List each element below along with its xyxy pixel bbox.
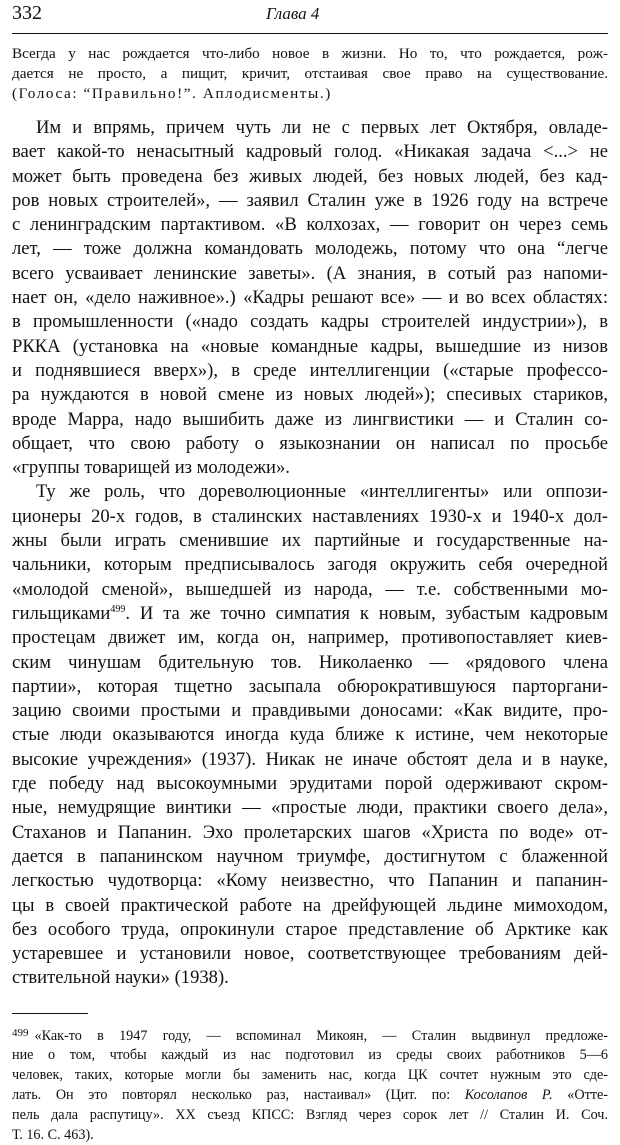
text-line: Им и впрямь, причем чуть ли не с первых лет Октября, овладе- [36, 117, 608, 138]
footnote-line: человек, таких, которые могли бы заменить нас, когда ЦК сочтет нужным это сде- [12, 1067, 608, 1084]
text-line: в промышленности («надо создать кадры строителей индустрии»), в [12, 311, 608, 333]
text-line: РККА (установка на «новые командные кадры, вышедшие из низов [12, 335, 608, 357]
text-line: высокие учреждения» (1937). Никак не иначе обстоят дела и в науке, [12, 748, 608, 770]
text-line: Ту же роль, что дореволюционные «интеллигенты» или оппози- [36, 481, 608, 503]
footnote-line [12, 1086, 608, 1106]
text-fragment: «Отте- [552, 1087, 608, 1104]
text-line: ные, немудрящие винтики — «простые люди, практики своего дела», [12, 797, 608, 819]
text-line: вает какой-то ненасытный кадровый голод. «Никакая задача <...> не [12, 141, 608, 163]
footnote [12, 1024, 608, 1145]
text-line: вроде Марра, надо вышибить даже из лингвистики — и Сталин со- [12, 408, 608, 430]
text-line: может быть проведена без живых людей, без новых людей, без кад- [12, 165, 608, 187]
text-line: ствительной науки» (1938). [12, 967, 229, 989]
footnote-reference[interactable]: 499 [110, 603, 126, 615]
text-fragment: лать. Он это повторял несколько раз, настаивал» (Цит. по: [12, 1087, 465, 1104]
text-line: общает, что свою работу о языкознании он написал по просьбе [12, 432, 608, 454]
running-header [12, 0, 608, 34]
text-line: ров новых строителей», — заявил Сталин уже в 1926 году на встрече [12, 189, 608, 211]
text-line: лет, — тоже должна командовать молодежь, потому что она “легче [12, 238, 608, 260]
text-line: с ленинградским партактивом. «В колхозах, — говорит он через семь [12, 214, 608, 236]
paragraph-2 [12, 480, 608, 990]
paragraph-1 [12, 116, 608, 480]
footnote-line: ние о том, чтобы каждый из нас подготовил из среды своих работников 5—6 [12, 1047, 608, 1064]
chapter-title: Глава 4 [266, 4, 320, 23]
block-quote [12, 44, 608, 104]
text-line: нает он, «дело наживное».) «Кадры решают все» — и во всех областях: [12, 287, 608, 309]
text-line: дается в папанинском научном триумфе, достигнутом с блаженной [12, 845, 608, 867]
footnote-number: 499 [12, 1026, 29, 1039]
text-line: легкостью чудотворца: «Кому неизвестно, что Папанин и папанин- [12, 870, 608, 892]
footnote-divider [12, 1013, 88, 1014]
text-line: ционеры 20-х годов, в сталинских наставлениях 1930-х и 1940-х дол- [12, 505, 608, 527]
footnote-author: Косолапов Р. [464, 1087, 553, 1104]
quote-line: Всегда у нас рождается что-либо новое в жизни. Но то, что рождается, рож- [12, 45, 608, 62]
text-line: простецам движет им, когда он, например, противопоставляет киев- [12, 627, 608, 649]
text-line: без особого труда, опрокинули старое представление об Арктике как [12, 918, 608, 940]
text-line: цы в своей практической работе на дрейфующей льдине мимоходом, [12, 894, 608, 916]
footnote-line: Т. 16. С. 463). [12, 1126, 94, 1143]
text-fragment: «Как-то в 1947 году, — вспоминал Микоян, — Сталин выдвинул предложе- [34, 1027, 608, 1044]
text-line: жны были играть сменившие их партийные и государственные на- [12, 530, 608, 552]
footnote-line: пель дала распутицу». XX съезд КПСС: Взгляд через сорок лет // Сталин И. Соч. [12, 1106, 608, 1123]
text-line: ра нуждаются в новой смене из новых людей»); спесивых стариков, [12, 384, 608, 406]
text-line: Стаханов и Папанин. Эхо пролетарских шагов «Христа по воде» от- [12, 821, 608, 843]
quote-line: дается не просто, а пищит, кричит, отстаивая свое право на существование. [12, 65, 608, 82]
book-page [12, 0, 608, 1145]
text-line: чальники, которым предписывалось загодя окружить себя очередной [12, 554, 608, 576]
page-number: 332 [12, 2, 42, 24]
text-line: ским чинушам бдительную тов. Николаенко — «рядового члена [12, 651, 608, 673]
text-line: где победу над высокоумными эрудитами порой одерживают скром- [12, 773, 608, 795]
text-line: и поднявшиеся вверх»), в среде интеллигенции («старые профессо- [12, 359, 608, 381]
text-line: устаревшее и установили новое, соответствующее требованиям дей- [12, 943, 608, 965]
quote-applause: (Голоса: “Правильно!”. Аплодисменты.) [12, 85, 332, 102]
text-line: всего усваивает ленинские заветы». (А знания, в сотый раз напоми- [12, 262, 608, 284]
text-line: «группы товарищей из молодежи». [12, 457, 290, 479]
text-line: зацию своими простыми и правдивыми доносами: «Как видите, про- [12, 700, 608, 722]
text-line: «молодой сменой», вышедшей из народа, — т.е. собственными мо- [12, 578, 608, 600]
text-line-with-footnote-ref [12, 602, 608, 626]
text-fragment: . И та же точно симпатия к новым, зубастым кадровым [125, 602, 608, 624]
text-line: стые люди оказываются иногда куда ближе к истине, чем некоторые [12, 724, 608, 746]
footnote-line [12, 1024, 608, 1047]
text-line: партии», которая тщетно засыпала обюрократившуюся парторгани- [12, 675, 608, 697]
text-fragment: гильщиками [12, 602, 111, 624]
